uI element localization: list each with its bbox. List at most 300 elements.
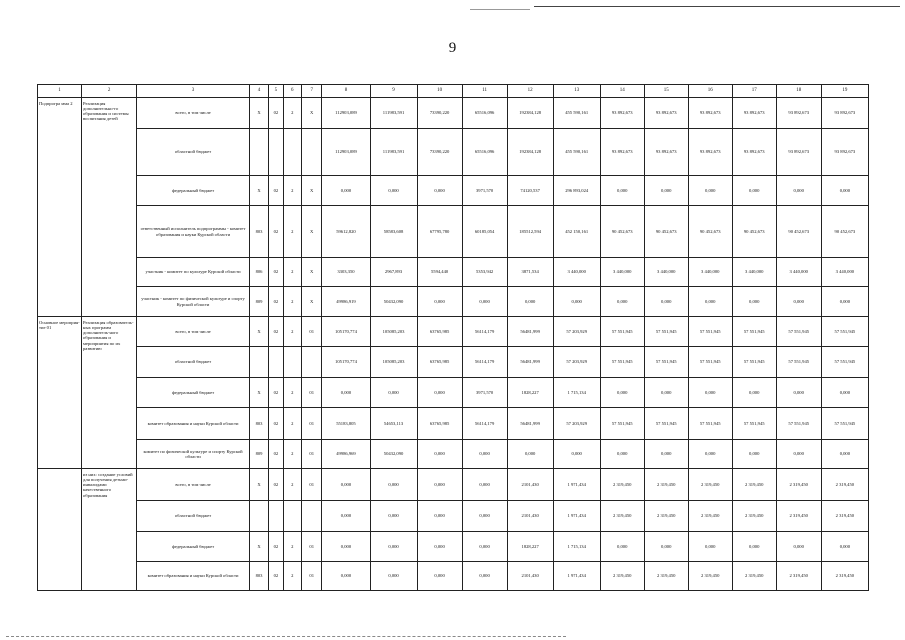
column-number-8: 8 <box>322 85 370 98</box>
column-number-11: 11 <box>462 85 507 98</box>
code-cell-c7: 01 <box>301 469 321 501</box>
value-cell: 0,000 <box>370 469 417 501</box>
column-number-1: 1 <box>38 85 82 98</box>
value-cell: 58583,608 <box>370 206 417 258</box>
value-cell: 2 319,450 <box>644 501 688 532</box>
code-cell-c5 <box>269 501 283 532</box>
code-cell-c6: 2 <box>283 378 301 408</box>
value-cell: 0,000 <box>688 378 732 408</box>
funding-source-cell: областной бюджет <box>137 347 250 378</box>
value-cell: 2 319,450 <box>688 469 732 501</box>
column-number-4: 4 <box>249 85 268 98</box>
value-cell: 2 319,450 <box>600 562 644 591</box>
value-cell: 1 715,134 <box>553 378 600 408</box>
code-cell-c7: Х <box>301 287 321 317</box>
funding-source-cell: комитет по физической культуре и спорту Курской области <box>137 440 250 469</box>
code-cell-c4: Х <box>249 532 268 562</box>
value-cell: 93 892,673 <box>644 98 688 129</box>
value-cell: 93 892,673 <box>821 129 868 176</box>
code-cell-c6 <box>283 347 301 378</box>
value-cell: 0,000 <box>776 287 821 317</box>
value-cell: 56481,999 <box>507 317 553 347</box>
value-cell: 2 319,450 <box>644 562 688 591</box>
table-row <box>38 469 869 501</box>
value-cell: 2 319,450 <box>732 562 776 591</box>
value-cell: 93 892,673 <box>732 98 776 129</box>
value-cell: 3 440,000 <box>600 258 644 287</box>
value-cell: 0,000 <box>600 440 644 469</box>
value-cell: 57 203,929 <box>553 408 600 440</box>
code-cell-c7: Х <box>301 98 321 129</box>
code-cell-c7: 01 <box>301 317 321 347</box>
value-cell: 0,000 <box>644 287 688 317</box>
value-cell: 105085,203 <box>370 347 417 378</box>
code-cell-c6: 2 <box>283 258 301 287</box>
value-cell: 93 892,673 <box>600 129 644 176</box>
funding-source-cell: федеральный бюджет <box>137 532 250 562</box>
value-cell: 0,000 <box>417 287 462 317</box>
table-row <box>38 440 869 469</box>
code-cell-c4: 803 <box>249 562 268 591</box>
code-cell-c6: 2 <box>283 532 301 562</box>
value-cell: 1828,227 <box>507 378 553 408</box>
table-row <box>38 532 869 562</box>
column-number-5: 5 <box>269 85 283 98</box>
code-cell-c6: 2 <box>283 287 301 317</box>
value-cell: 56114,179 <box>462 408 507 440</box>
value-cell: 56114,179 <box>462 317 507 347</box>
value-cell: 1828,227 <box>507 532 553 562</box>
value-cell: 55183,805 <box>322 408 370 440</box>
value-cell: 63765,985 <box>417 347 462 378</box>
value-cell: 93 892,673 <box>776 98 821 129</box>
value-cell: 0,000 <box>462 532 507 562</box>
value-cell: 73390,220 <box>417 129 462 176</box>
code-cell-c4: 806 <box>249 258 268 287</box>
value-cell: 3 440,000 <box>553 258 600 287</box>
value-cell: 0,000 <box>732 532 776 562</box>
value-cell: 0,000 <box>776 532 821 562</box>
value-cell: 0,000 <box>732 440 776 469</box>
value-cell: 2 319,450 <box>776 469 821 501</box>
value-cell: 0,000 <box>370 532 417 562</box>
code-cell-c7 <box>301 347 321 378</box>
column-number-12: 12 <box>507 85 553 98</box>
value-cell: 0,000 <box>417 562 462 591</box>
value-cell: 185512,594 <box>507 206 553 258</box>
code-cell-c4: Х <box>249 378 268 408</box>
value-cell: 56114,179 <box>462 347 507 378</box>
value-cell: 111983,591 <box>370 129 417 176</box>
value-cell: 2101,430 <box>507 562 553 591</box>
program-cell: Подпрогра мма 2 <box>38 98 82 317</box>
column-number-16: 16 <box>688 85 732 98</box>
value-cell: 57 551,945 <box>776 347 821 378</box>
value-cell: 93 892,673 <box>776 129 821 176</box>
column-number-7: 7 <box>301 85 321 98</box>
column-number-14: 14 <box>600 85 644 98</box>
code-cell-c5: 02 <box>269 469 283 501</box>
code-cell-c6: 2 <box>283 562 301 591</box>
code-cell-c7: Х <box>301 176 321 206</box>
value-cell: 0,000 <box>776 440 821 469</box>
value-cell: 1 715,134 <box>553 532 600 562</box>
table-row <box>38 501 869 532</box>
code-cell-c5: 02 <box>269 562 283 591</box>
value-cell: 3 440,000 <box>776 258 821 287</box>
value-cell: 0,000 <box>821 176 868 206</box>
value-cell: 56481,999 <box>507 408 553 440</box>
value-cell: 112903,089 <box>322 98 370 129</box>
value-cell: 0,000 <box>417 532 462 562</box>
value-cell: 93 892,673 <box>600 98 644 129</box>
code-cell-c7 <box>301 501 321 532</box>
value-cell: 74120,537 <box>507 176 553 206</box>
value-cell: 56481,999 <box>507 347 553 378</box>
value-cell: 192384,128 <box>507 129 553 176</box>
program-name-cell: из них: создание условий для получения детьми-инвалидами качественного образования <box>82 469 137 591</box>
value-cell: 112903,089 <box>322 129 370 176</box>
value-cell: 93 892,673 <box>644 129 688 176</box>
value-cell: 57 551,945 <box>600 317 644 347</box>
value-cell: 3971,570 <box>462 176 507 206</box>
value-cell: 1 971,434 <box>553 562 600 591</box>
value-cell: 0,000 <box>821 287 868 317</box>
value-cell: 57 551,945 <box>644 408 688 440</box>
code-cell-c4: 809 <box>249 440 268 469</box>
code-cell-c6 <box>283 129 301 176</box>
value-cell: 2 319,450 <box>600 469 644 501</box>
column-number-3: 3 <box>137 85 250 98</box>
value-cell: 2 319,450 <box>688 562 732 591</box>
value-cell: 93 892,673 <box>688 98 732 129</box>
value-cell: 111983,591 <box>370 98 417 129</box>
value-cell: 2101,430 <box>507 501 553 532</box>
value-cell: 0,000 <box>462 287 507 317</box>
program-name-cell: Реализация образователь-ных программ дополнитель-ного образования и мероприятия по их развитию <box>82 317 137 469</box>
code-cell-c7 <box>301 129 321 176</box>
value-cell: 0,000 <box>370 501 417 532</box>
value-cell: 0,000 <box>644 532 688 562</box>
value-cell: 455 590,161 <box>553 98 600 129</box>
funding-source-cell: всего, в том числе <box>137 317 250 347</box>
value-cell: 1 971,434 <box>553 469 600 501</box>
value-cell: 5353,942 <box>462 258 507 287</box>
value-cell: 57 551,945 <box>688 317 732 347</box>
value-cell: 0,000 <box>644 176 688 206</box>
table-row <box>38 562 869 591</box>
code-cell-c5: 02 <box>269 378 283 408</box>
funding-source-cell: комитет образования и науки Курской области <box>137 408 250 440</box>
value-cell: 59612,820 <box>322 206 370 258</box>
code-cell-c6: 2 <box>283 317 301 347</box>
code-cell-c5: 02 <box>269 408 283 440</box>
value-cell: 0,000 <box>553 287 600 317</box>
table-row <box>38 317 869 347</box>
value-cell: 57 203,929 <box>553 347 600 378</box>
value-cell: 63765,985 <box>417 408 462 440</box>
value-cell: 0,000 <box>507 287 553 317</box>
program-name-cell: Реализация дополнительно-го образования и системы воспитания детей <box>82 98 137 317</box>
code-cell-c7: 01 <box>301 408 321 440</box>
code-cell-c4 <box>249 129 268 176</box>
value-cell: 90 452,673 <box>821 206 868 258</box>
value-cell: 0,000 <box>417 469 462 501</box>
value-cell: 3 440,000 <box>688 258 732 287</box>
program-cell <box>38 469 82 591</box>
value-cell: 54653,113 <box>370 408 417 440</box>
value-cell: 0,000 <box>322 176 370 206</box>
value-cell: 2967,893 <box>370 258 417 287</box>
value-cell: 0,000 <box>600 176 644 206</box>
code-cell-c5: 02 <box>269 532 283 562</box>
code-cell-c4: 803 <box>249 206 268 258</box>
code-cell-c6: 2 <box>283 98 301 129</box>
value-cell: 0,000 <box>370 562 417 591</box>
value-cell: 57 551,945 <box>600 347 644 378</box>
bottom-rule <box>6 636 566 637</box>
value-cell: 50432,090 <box>370 287 417 317</box>
funding-source-cell: комитет образования и науки Курской области <box>137 562 250 591</box>
code-cell-c4: Х <box>249 317 268 347</box>
value-cell: 0,000 <box>732 176 776 206</box>
code-cell-c5: 02 <box>269 176 283 206</box>
code-cell-c7: 01 <box>301 532 321 562</box>
value-cell: 5594,440 <box>417 258 462 287</box>
value-cell: 93 892,673 <box>821 98 868 129</box>
code-cell-c4: 809 <box>249 287 268 317</box>
code-cell-c5: 02 <box>269 440 283 469</box>
code-cell-c5: 02 <box>269 258 283 287</box>
funding-source-cell: федеральный бюджет <box>137 378 250 408</box>
value-cell: 0,000 <box>821 440 868 469</box>
table-row <box>38 347 869 378</box>
value-cell: 60185,054 <box>462 206 507 258</box>
code-cell-c7: Х <box>301 206 321 258</box>
code-cell-c6: 2 <box>283 176 301 206</box>
code-cell-c5: 02 <box>269 317 283 347</box>
top-rule-short <box>470 9 530 10</box>
funding-source-cell: участник - комитет по культуре Курской области <box>137 258 250 287</box>
value-cell: 1 971,434 <box>553 501 600 532</box>
value-cell: 65516,096 <box>462 129 507 176</box>
funding-source-cell: ответственный исполнитель подпрограммы - комитет образования и науки Курской области <box>137 206 250 258</box>
value-cell: 2 319,450 <box>644 469 688 501</box>
value-cell: 67795,780 <box>417 206 462 258</box>
column-number-19: 19 <box>821 85 868 98</box>
value-cell: 2 319,450 <box>732 501 776 532</box>
budget-table <box>37 84 869 591</box>
value-cell: 90 452,673 <box>732 206 776 258</box>
value-cell: 57 551,945 <box>688 408 732 440</box>
funding-source-cell: участник - комитет по физической культуре и спорту Курской области <box>137 287 250 317</box>
column-number-2: 2 <box>82 85 137 98</box>
value-cell: 0,000 <box>821 378 868 408</box>
value-cell: 3 440,000 <box>821 258 868 287</box>
funding-source-cell: областной бюджет <box>137 129 250 176</box>
value-cell: 2 319,450 <box>821 469 868 501</box>
value-cell: 192384,128 <box>507 98 553 129</box>
value-cell: 0,000 <box>462 440 507 469</box>
code-cell-c7: 01 <box>301 378 321 408</box>
value-cell: 57 551,945 <box>644 347 688 378</box>
value-cell: 90 452,673 <box>776 206 821 258</box>
value-cell: 2 319,450 <box>600 501 644 532</box>
value-cell: 0,000 <box>417 176 462 206</box>
table-body <box>38 85 869 591</box>
value-cell: 455 590,161 <box>553 129 600 176</box>
column-number-10: 10 <box>417 85 462 98</box>
value-cell: 0,000 <box>688 176 732 206</box>
value-cell: 3303,350 <box>322 258 370 287</box>
value-cell: 0,000 <box>821 532 868 562</box>
code-cell-c7: Х <box>301 258 321 287</box>
value-cell: 0,000 <box>600 378 644 408</box>
table-row <box>38 206 869 258</box>
code-cell-c5 <box>269 129 283 176</box>
value-cell: 57 551,945 <box>688 347 732 378</box>
code-cell-c4: Х <box>249 176 268 206</box>
value-cell: 57 551,945 <box>644 317 688 347</box>
code-cell-c4 <box>249 347 268 378</box>
value-cell: 65516,096 <box>462 98 507 129</box>
value-cell: 296 893,024 <box>553 176 600 206</box>
table-row <box>38 98 869 129</box>
column-number-6: 6 <box>283 85 301 98</box>
code-cell-c7: 01 <box>301 562 321 591</box>
code-cell-c6: 2 <box>283 440 301 469</box>
value-cell: 73390,220 <box>417 98 462 129</box>
header-row <box>38 85 869 98</box>
value-cell: 0,000 <box>322 501 370 532</box>
value-cell: 90 452,673 <box>688 206 732 258</box>
code-cell-c5: 02 <box>269 98 283 129</box>
value-cell: 57 551,945 <box>776 317 821 347</box>
value-cell: 3 440,000 <box>732 258 776 287</box>
page-number: 9 <box>448 40 457 56</box>
value-cell: 0,000 <box>644 440 688 469</box>
value-cell: 2 319,450 <box>776 501 821 532</box>
code-cell-c6 <box>283 501 301 532</box>
value-cell: 0,000 <box>688 532 732 562</box>
table-row <box>38 129 869 176</box>
value-cell: 0,000 <box>688 440 732 469</box>
program-cell: Основное мероприя-тие 01 <box>38 317 82 469</box>
value-cell: 0,000 <box>370 378 417 408</box>
code-cell-c6: 2 <box>283 469 301 501</box>
value-cell: 57 551,945 <box>776 408 821 440</box>
value-cell: 0,000 <box>322 532 370 562</box>
value-cell: 0,000 <box>644 378 688 408</box>
value-cell: 2101,430 <box>507 469 553 501</box>
table-row <box>38 287 869 317</box>
value-cell: 0,000 <box>462 501 507 532</box>
column-number-9: 9 <box>370 85 417 98</box>
table-row <box>38 176 869 206</box>
top-rule <box>534 6 900 7</box>
value-cell: 105085,203 <box>370 317 417 347</box>
table-row <box>38 258 869 287</box>
value-cell: 93 892,673 <box>732 129 776 176</box>
value-cell: 3 440,000 <box>644 258 688 287</box>
value-cell: 0,000 <box>776 378 821 408</box>
value-cell: 2 319,450 <box>821 501 868 532</box>
code-cell-c4 <box>249 501 268 532</box>
value-cell: 57 203,929 <box>553 317 600 347</box>
value-cell: 93 892,673 <box>688 129 732 176</box>
column-number-13: 13 <box>553 85 600 98</box>
code-cell-c6: 2 <box>283 206 301 258</box>
column-number-18: 18 <box>776 85 821 98</box>
code-cell-c6: 2 <box>283 408 301 440</box>
value-cell: 0,000 <box>600 287 644 317</box>
value-cell: 0,000 <box>322 469 370 501</box>
funding-source-cell: всего, в том числе <box>137 469 250 501</box>
value-cell: 0,000 <box>600 532 644 562</box>
value-cell: 0,000 <box>462 562 507 591</box>
value-cell: 105170,774 <box>322 317 370 347</box>
value-cell: 57 551,945 <box>821 317 868 347</box>
value-cell: 57 551,945 <box>821 347 868 378</box>
value-cell: 0,000 <box>553 440 600 469</box>
value-cell: 0,000 <box>417 440 462 469</box>
value-cell: 57 551,945 <box>732 408 776 440</box>
value-cell: 57 551,945 <box>821 408 868 440</box>
value-cell: 0,000 <box>462 469 507 501</box>
value-cell: 0,000 <box>776 176 821 206</box>
value-cell: 2 319,450 <box>821 562 868 591</box>
funding-source-cell: всего, в том числе <box>137 98 250 129</box>
column-number-15: 15 <box>644 85 688 98</box>
value-cell: 0,000 <box>370 176 417 206</box>
value-cell: 0,000 <box>688 287 732 317</box>
code-cell-c4: Х <box>249 469 268 501</box>
funding-source-cell: областной бюджет <box>137 501 250 532</box>
value-cell: 0,000 <box>417 501 462 532</box>
value-cell: 3971,570 <box>462 378 507 408</box>
code-cell-c5: 02 <box>269 287 283 317</box>
table-row <box>38 378 869 408</box>
value-cell: 3871,534 <box>507 258 553 287</box>
value-cell: 57 551,945 <box>600 408 644 440</box>
value-cell: 2 319,450 <box>732 469 776 501</box>
code-cell-c5: 02 <box>269 206 283 258</box>
table-row <box>38 408 869 440</box>
value-cell: 0,000 <box>507 440 553 469</box>
value-cell: 0,000 <box>322 378 370 408</box>
value-cell: 2 319,450 <box>776 562 821 591</box>
value-cell: 452 150,161 <box>553 206 600 258</box>
value-cell: 0,000 <box>322 562 370 591</box>
value-cell: 57 551,945 <box>732 347 776 378</box>
value-cell: 90 452,673 <box>644 206 688 258</box>
value-cell: 50432,090 <box>370 440 417 469</box>
code-cell-c7: 01 <box>301 440 321 469</box>
value-cell: 63765,985 <box>417 317 462 347</box>
value-cell: 0,000 <box>732 378 776 408</box>
code-cell-c5 <box>269 347 283 378</box>
value-cell: 49986,969 <box>322 440 370 469</box>
code-cell-c4: Х <box>249 98 268 129</box>
value-cell: 2 319,450 <box>688 501 732 532</box>
value-cell: 90 452,673 <box>600 206 644 258</box>
funding-source-cell: федеральный бюджет <box>137 176 250 206</box>
value-cell: 57 551,945 <box>732 317 776 347</box>
column-number-17: 17 <box>732 85 776 98</box>
value-cell: 0,000 <box>732 287 776 317</box>
value-cell: 105170,774 <box>322 347 370 378</box>
value-cell: 0,000 <box>417 378 462 408</box>
